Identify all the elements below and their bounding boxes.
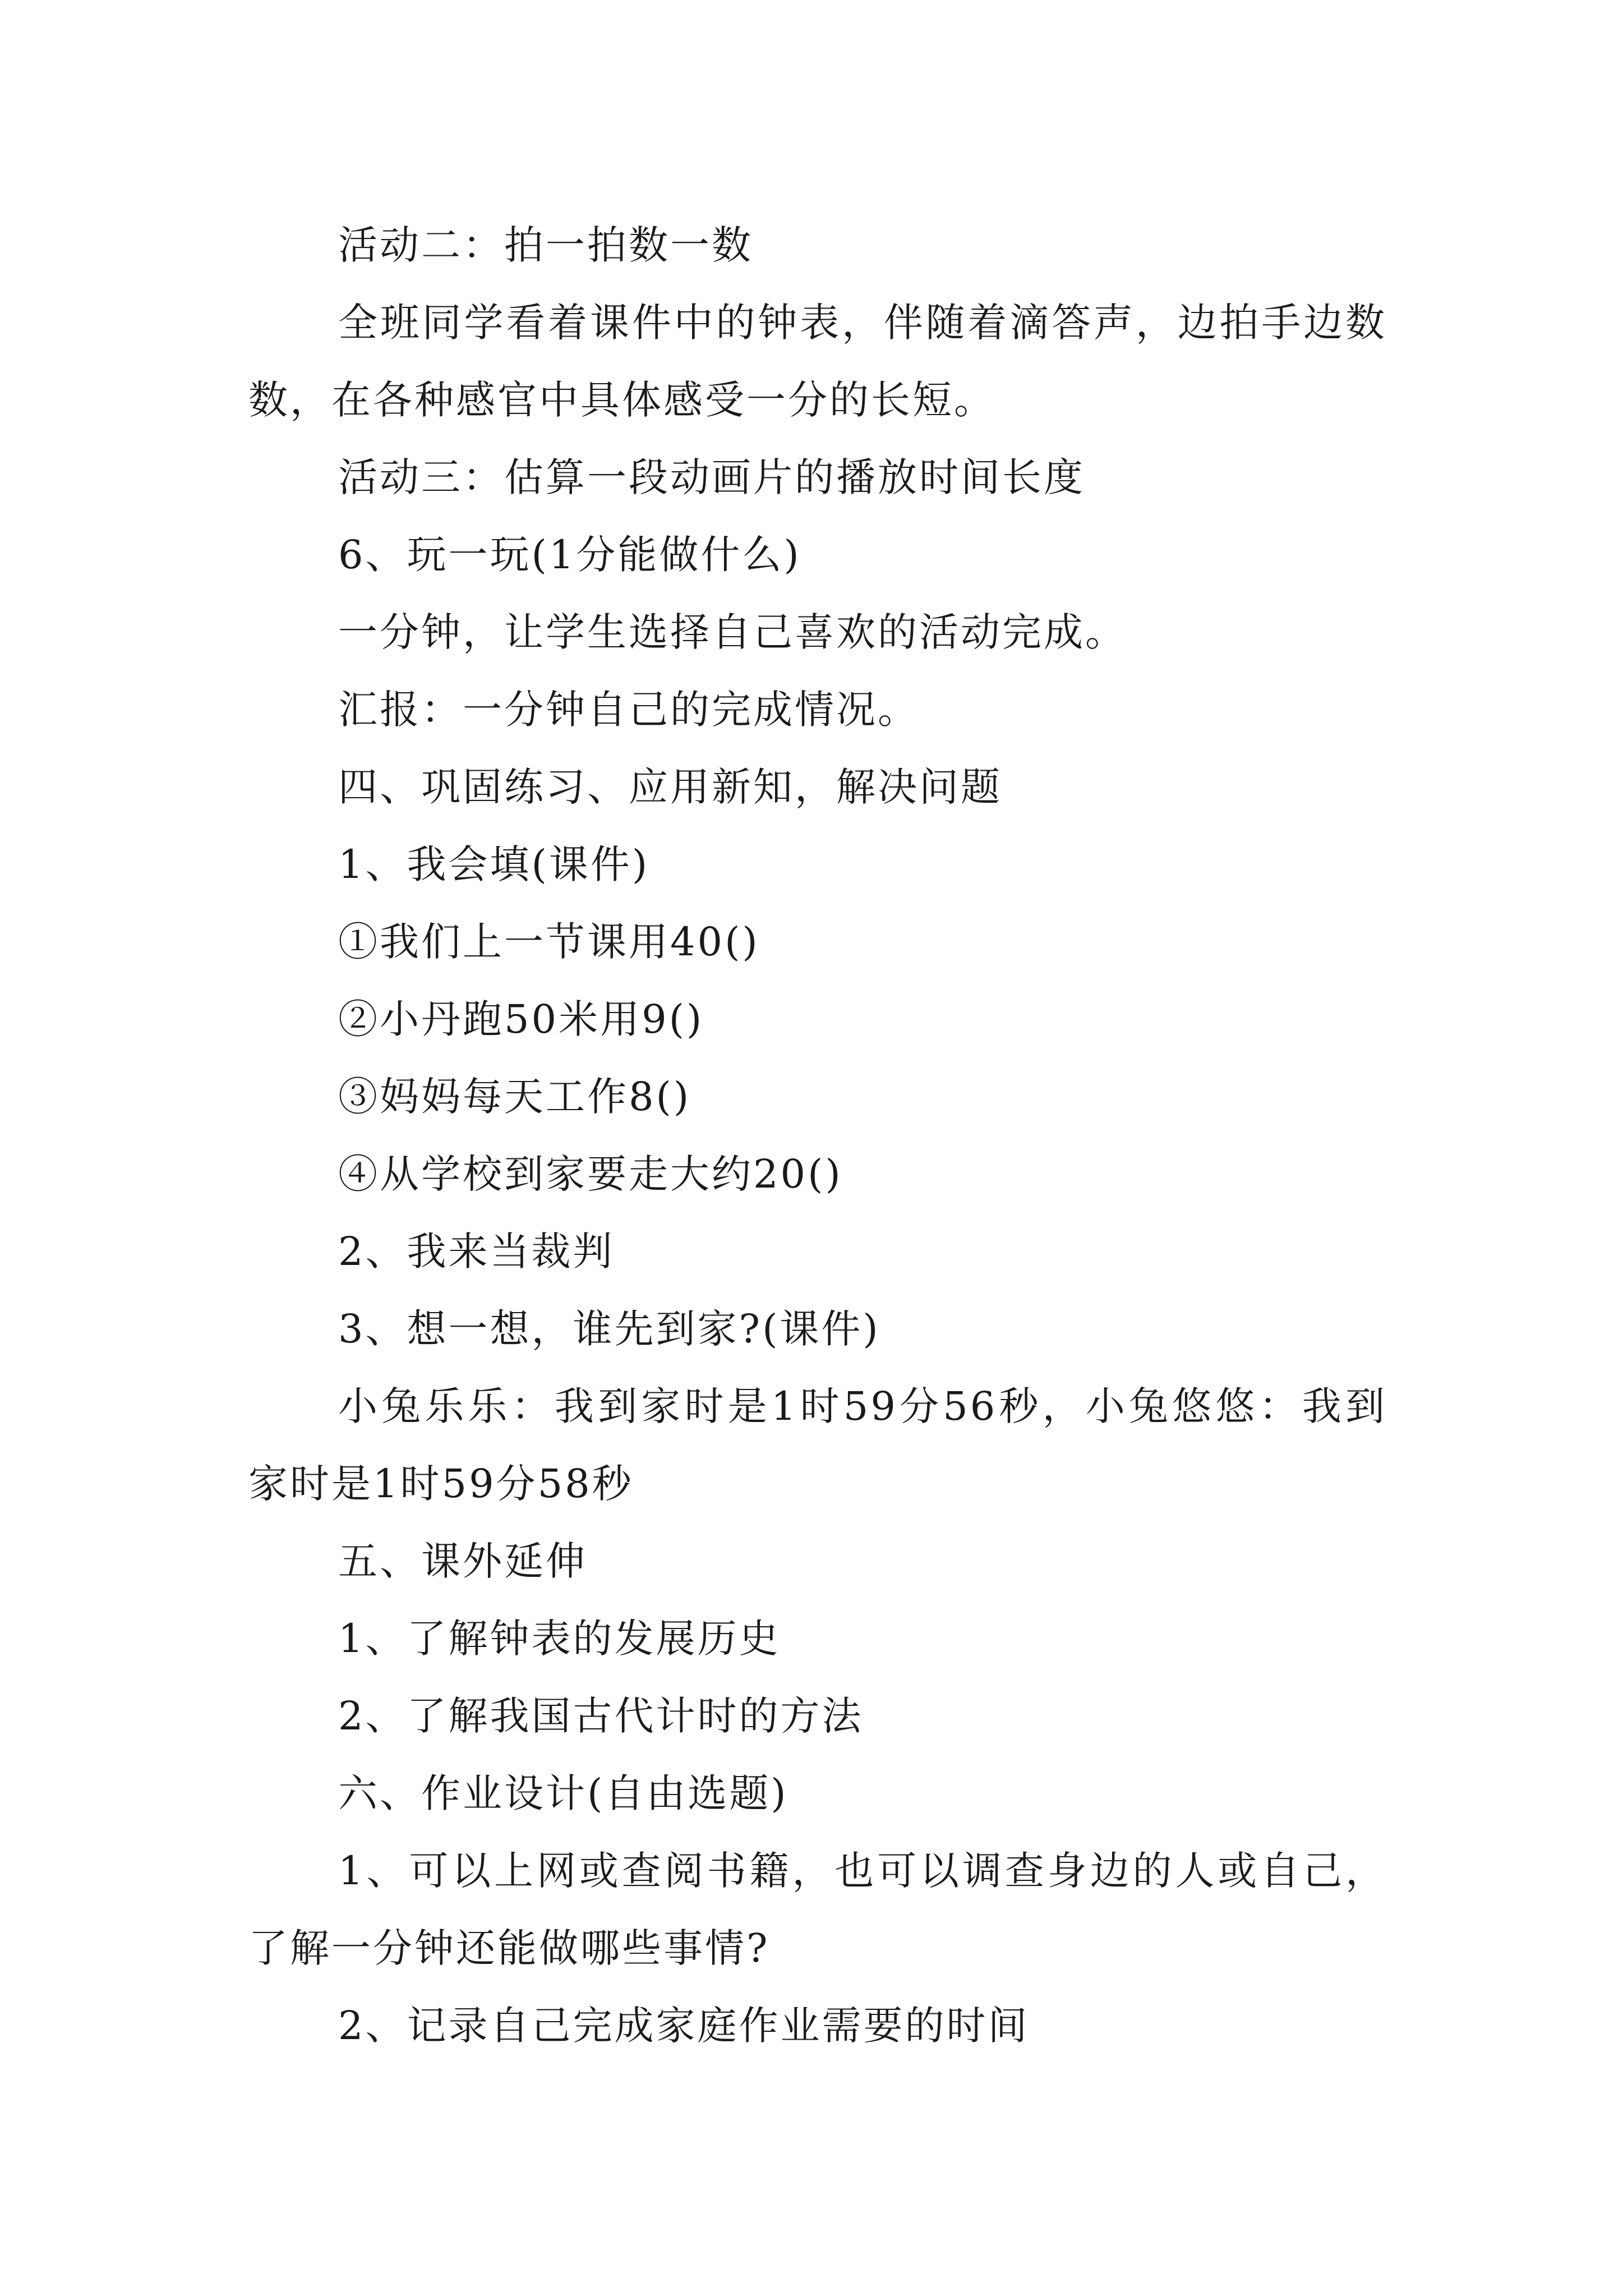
paragraph-play-heading: 6、玩一玩(1分能做什么) xyxy=(338,532,801,578)
list-item-fill-3: ③妈妈每天工作8() xyxy=(338,1074,691,1120)
paragraph-rabbits: 小兔乐乐：我到家时是1时59分56秒，小兔悠悠：我到家时是1时59分58秒 xyxy=(248,1383,1387,1507)
paragraph-fill-in-heading: 1、我会填(课件) xyxy=(338,841,650,887)
paragraph-play-body: 一分钟，让学生选择自己喜欢的活动完成。 xyxy=(338,609,1127,655)
document-body xyxy=(248,206,1387,2064)
paragraph-activity-three-heading: 活动三：估算一段动画片的播放时间长度 xyxy=(338,454,1085,500)
list-item-fill-2: ②小丹跑50米用9() xyxy=(338,996,704,1042)
section-heading-practice: 四、巩固练习、应用新知，解决问题 xyxy=(338,764,1002,810)
paragraph-activity-two-body: 全班同学看着课件中的钟表，伴随着滴答声，边拍手边数数，在各种感官中具体感受一分的长短。 xyxy=(248,300,1387,423)
paragraph-think-heading: 3、想一想，谁先到家?(课件) xyxy=(338,1306,880,1352)
paragraph-homework-2: 2、记录自己完成家庭作业需要的时间 xyxy=(338,2003,1030,2049)
list-item-fill-4: ④从学校到家要走大约20() xyxy=(338,1151,843,1197)
paragraph-extension-1: 1、了解钟表的发展历史 xyxy=(338,1616,781,1662)
paragraph-activity-two-heading: 活动二：拍一拍数一数 xyxy=(338,222,753,268)
paragraph-referee: 2、我来当裁判 xyxy=(338,1228,615,1274)
section-heading-extension: 五、课外延伸 xyxy=(338,1538,587,1584)
paragraph-homework-1: 1、可以上网或查阅书籍，也可以调查身边的人或自己，了解一分钟还能做哪些事情? xyxy=(248,1848,1387,1971)
list-item-fill-1: ①我们上一节课用40() xyxy=(338,919,760,965)
paragraph-extension-2: 2、了解我国古代计时的方法 xyxy=(338,1693,864,1739)
section-heading-homework: 六、作业设计(自由选题) xyxy=(338,1770,789,1816)
paragraph-report: 汇报：一分钟自己的完成情况。 xyxy=(338,687,919,733)
